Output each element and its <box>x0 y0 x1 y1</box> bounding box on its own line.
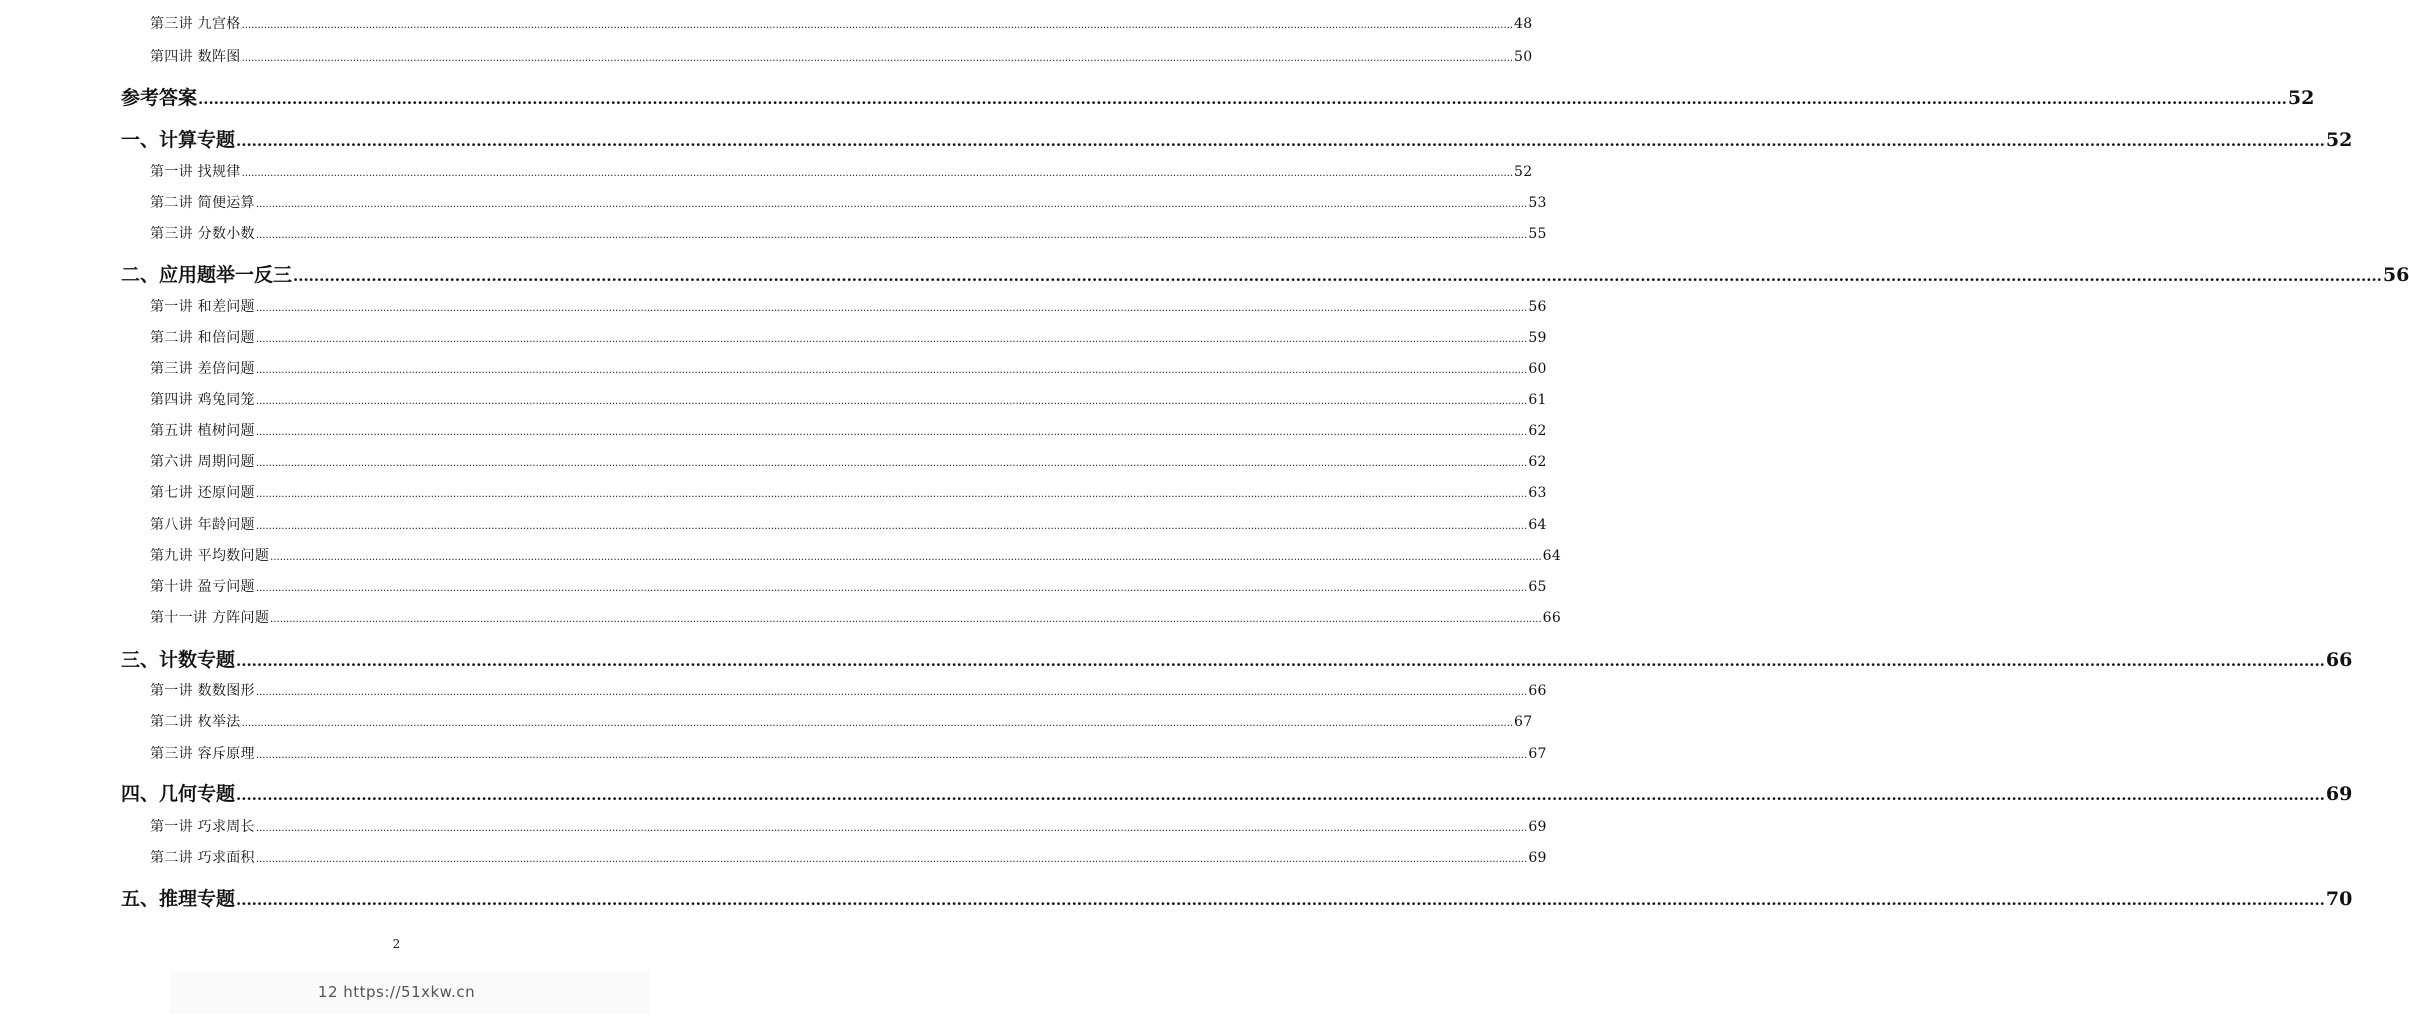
toc-dot-leader: ................................................................................................................................................................................................................................................................................................................................................................................................................ <box>255 521 1528 532</box>
footer-watermark: 12 https://51xkw.cn <box>317 983 476 1001</box>
toc-lecture-entry <box>150 816 1547 836</box>
toc-entry-title: 三、计数专题 <box>121 649 236 671</box>
toc-dot-leader: ................................................................................................................................................................................................................................................................................................................................................................................................................ <box>236 652 2325 670</box>
toc-lecture-entry <box>150 327 1547 347</box>
toc-entry-page: 67 <box>1528 746 1547 762</box>
toc-dot-leader: ................................................................................................................................................................................................................................................................................................................................................................................................................ <box>255 489 1528 500</box>
toc-lecture-entry <box>150 576 1547 596</box>
toc-lecture-entry <box>150 420 1547 440</box>
toc-section-entry <box>121 260 2409 287</box>
toc-entry-page: 56 <box>2382 264 2409 286</box>
toc-dot-leader: ................................................................................................................................................................................................................................................................................................................................................................................................................ <box>255 583 1528 594</box>
toc-entry-title: 第七讲 还原问题 <box>150 485 255 501</box>
toc-dot-leader: ................................................................................................................................................................................................................................................................................................................................................................................................................ <box>255 303 1528 314</box>
toc-entry-title: 第九讲 平均数问题 <box>150 548 270 564</box>
toc-entry-title: 第二讲 和倍问题 <box>150 330 255 346</box>
toc-entry-title: 二、应用题举一反三 <box>121 264 293 286</box>
toc-dot-leader: ................................................................................................................................................................................................................................................................................................................................................................................................................ <box>236 891 2325 909</box>
toc-entry-title: 第三讲 九宫格 <box>150 16 241 32</box>
toc-dot-leader: ................................................................................................................................................................................................................................................................................................................................................................................................................ <box>293 267 2382 285</box>
toc-dot-leader: ................................................................................................................................................................................................................................................................................................................................................................................................................ <box>241 20 1514 31</box>
toc-entry-page: 69 <box>1528 819 1547 835</box>
toc-entry-page: 60 <box>1528 361 1547 377</box>
toc-entry-page: 70 <box>2325 888 2353 910</box>
toc-entry-page: 55 <box>1528 226 1547 242</box>
toc-entry-page: 52 <box>1514 164 1533 180</box>
toc-lecture-entry <box>150 161 1533 181</box>
toc-dot-leader: ................................................................................................................................................................................................................................................................................................................................................................................................................ <box>241 53 1514 64</box>
toc-section-entry <box>121 83 2315 110</box>
toc-entry-title: 第十一讲 方阵问题 <box>150 610 270 626</box>
toc-entry-page: 62 <box>1528 423 1547 439</box>
toc-entry-title: 第一讲 巧求周长 <box>150 819 255 835</box>
toc-entry-page: 48 <box>1514 16 1533 32</box>
toc-entry-page: 66 <box>1542 610 1562 626</box>
toc-dot-leader: ................................................................................................................................................................................................................................................................................................................................................................................................................ <box>255 334 1528 345</box>
toc-entry-title: 第三讲 差倍问题 <box>150 361 255 377</box>
toc-entry-page: 50 <box>1514 49 1533 65</box>
toc-lecture-entry <box>150 296 1547 316</box>
toc-lecture-entry <box>150 223 1547 243</box>
toc-entry-title: 第八讲 年龄问题 <box>150 517 255 533</box>
toc-dot-leader: ................................................................................................................................................................................................................................................................................................................................................................................................................ <box>270 614 1542 625</box>
toc-entry-page: 52 <box>2287 87 2315 109</box>
toc-entry-title: 第四讲 鸡兔同笼 <box>150 392 255 408</box>
toc-dot-leader: ................................................................................................................................................................................................................................................................................................................................................................................................................ <box>255 750 1528 761</box>
toc-dot-leader: ................................................................................................................................................................................................................................................................................................................................................................................................................ <box>236 132 2325 150</box>
toc-lecture-entry <box>150 358 1547 378</box>
toc-lecture-entry <box>150 545 1562 565</box>
page-number: 2 <box>392 937 401 951</box>
toc-lecture-entry <box>150 607 1562 627</box>
toc-dot-leader: ................................................................................................................................................................................................................................................................................................................................................................................................................ <box>241 168 1514 179</box>
toc-entry-page: 63 <box>1528 485 1547 501</box>
toc-entry-title: 第四讲 数阵图 <box>150 49 241 65</box>
toc-lecture-entry <box>150 451 1547 471</box>
toc-entry-title: 第一讲 数数图形 <box>150 683 255 699</box>
toc-entry-title: 参考答案 <box>121 87 198 109</box>
toc-dot-leader: ................................................................................................................................................................................................................................................................................................................................................................................................................ <box>255 687 1528 698</box>
toc-section-entry <box>121 125 2353 152</box>
toc-entry-page: 61 <box>1528 392 1547 408</box>
toc-dot-leader: ................................................................................................................................................................................................................................................................................................................................................................................................................ <box>241 718 1514 729</box>
toc-lecture-entry <box>150 514 1547 534</box>
toc-section-entry <box>121 645 2353 672</box>
toc-dot-leader: ................................................................................................................................................................................................................................................................................................................................................................................................................ <box>255 823 1528 834</box>
toc-entry-page: 53 <box>1528 195 1547 211</box>
toc-entry-page: 66 <box>2325 649 2353 671</box>
toc-dot-leader: ................................................................................................................................................................................................................................................................................................................................................................................................................ <box>255 199 1528 210</box>
toc-entry-page: 59 <box>1528 330 1547 346</box>
toc-entry-title: 第三讲 分数小数 <box>150 226 255 242</box>
toc-dot-leader: ................................................................................................................................................................................................................................................................................................................................................................................................................ <box>255 396 1528 407</box>
toc-entry-page: 62 <box>1528 454 1547 470</box>
toc-entry-page: 69 <box>2325 783 2353 805</box>
toc-entry-title: 第二讲 枚举法 <box>150 714 241 730</box>
toc-dot-leader: ................................................................................................................................................................................................................................................................................................................................................................................................................ <box>270 552 1542 563</box>
toc-dot-leader: ................................................................................................................................................................................................................................................................................................................................................................................................................ <box>255 365 1528 376</box>
toc-entry-page: 56 <box>1528 299 1547 315</box>
toc-lecture-entry <box>150 46 1533 66</box>
toc-entry-title: 一、计算专题 <box>121 129 236 151</box>
toc-section-entry <box>121 884 2353 911</box>
toc-lecture-entry <box>150 389 1547 409</box>
toc-entry-title: 第十讲 盈亏问题 <box>150 579 255 595</box>
toc-entry-page: 64 <box>1528 517 1547 533</box>
toc-lecture-entry <box>150 743 1547 763</box>
toc-dot-leader: ................................................................................................................................................................................................................................................................................................................................................................................................................ <box>255 854 1528 865</box>
toc-dot-leader: ................................................................................................................................................................................................................................................................................................................................................................................................................ <box>236 786 2325 804</box>
toc-dot-leader: ................................................................................................................................................................................................................................................................................................................................................................................................................ <box>255 427 1528 438</box>
toc-lecture-entry <box>150 711 1533 731</box>
toc-entry-page: 69 <box>1528 850 1547 866</box>
toc-entry-title: 第二讲 巧求面积 <box>150 850 255 866</box>
toc-entry-title: 四、几何专题 <box>121 783 236 805</box>
toc-dot-leader: ................................................................................................................................................................................................................................................................................................................................................................................................................ <box>255 230 1528 241</box>
toc-dot-leader: ................................................................................................................................................................................................................................................................................................................................................................................................................ <box>198 90 2287 108</box>
toc-entry-page: 65 <box>1528 579 1547 595</box>
toc-lecture-entry <box>150 482 1547 502</box>
toc-entry-title: 第六讲 周期问题 <box>150 454 255 470</box>
toc-entry-page: 67 <box>1514 714 1533 730</box>
toc-entry-title: 第一讲 和差问题 <box>150 299 255 315</box>
toc-entry-page: 52 <box>2325 129 2353 151</box>
toc-entry-title: 第三讲 容斥原理 <box>150 746 255 762</box>
toc-dot-leader: ................................................................................................................................................................................................................................................................................................................................................................................................................ <box>255 458 1528 469</box>
toc-entry-page: 64 <box>1542 548 1562 564</box>
toc-lecture-entry <box>150 847 1547 867</box>
toc-lecture-entry <box>150 192 1547 212</box>
toc-entry-title: 第二讲 简便运算 <box>150 195 255 211</box>
toc-lecture-entry <box>150 13 1533 33</box>
toc-section-entry <box>121 779 2353 806</box>
toc-entry-title: 第五讲 植树问题 <box>150 423 255 439</box>
toc-entry-title: 五、推理专题 <box>121 888 236 910</box>
toc-entry-title: 第一讲 找规律 <box>150 164 241 180</box>
toc-lecture-entry <box>150 680 1547 700</box>
toc-entry-page: 66 <box>1528 683 1547 699</box>
